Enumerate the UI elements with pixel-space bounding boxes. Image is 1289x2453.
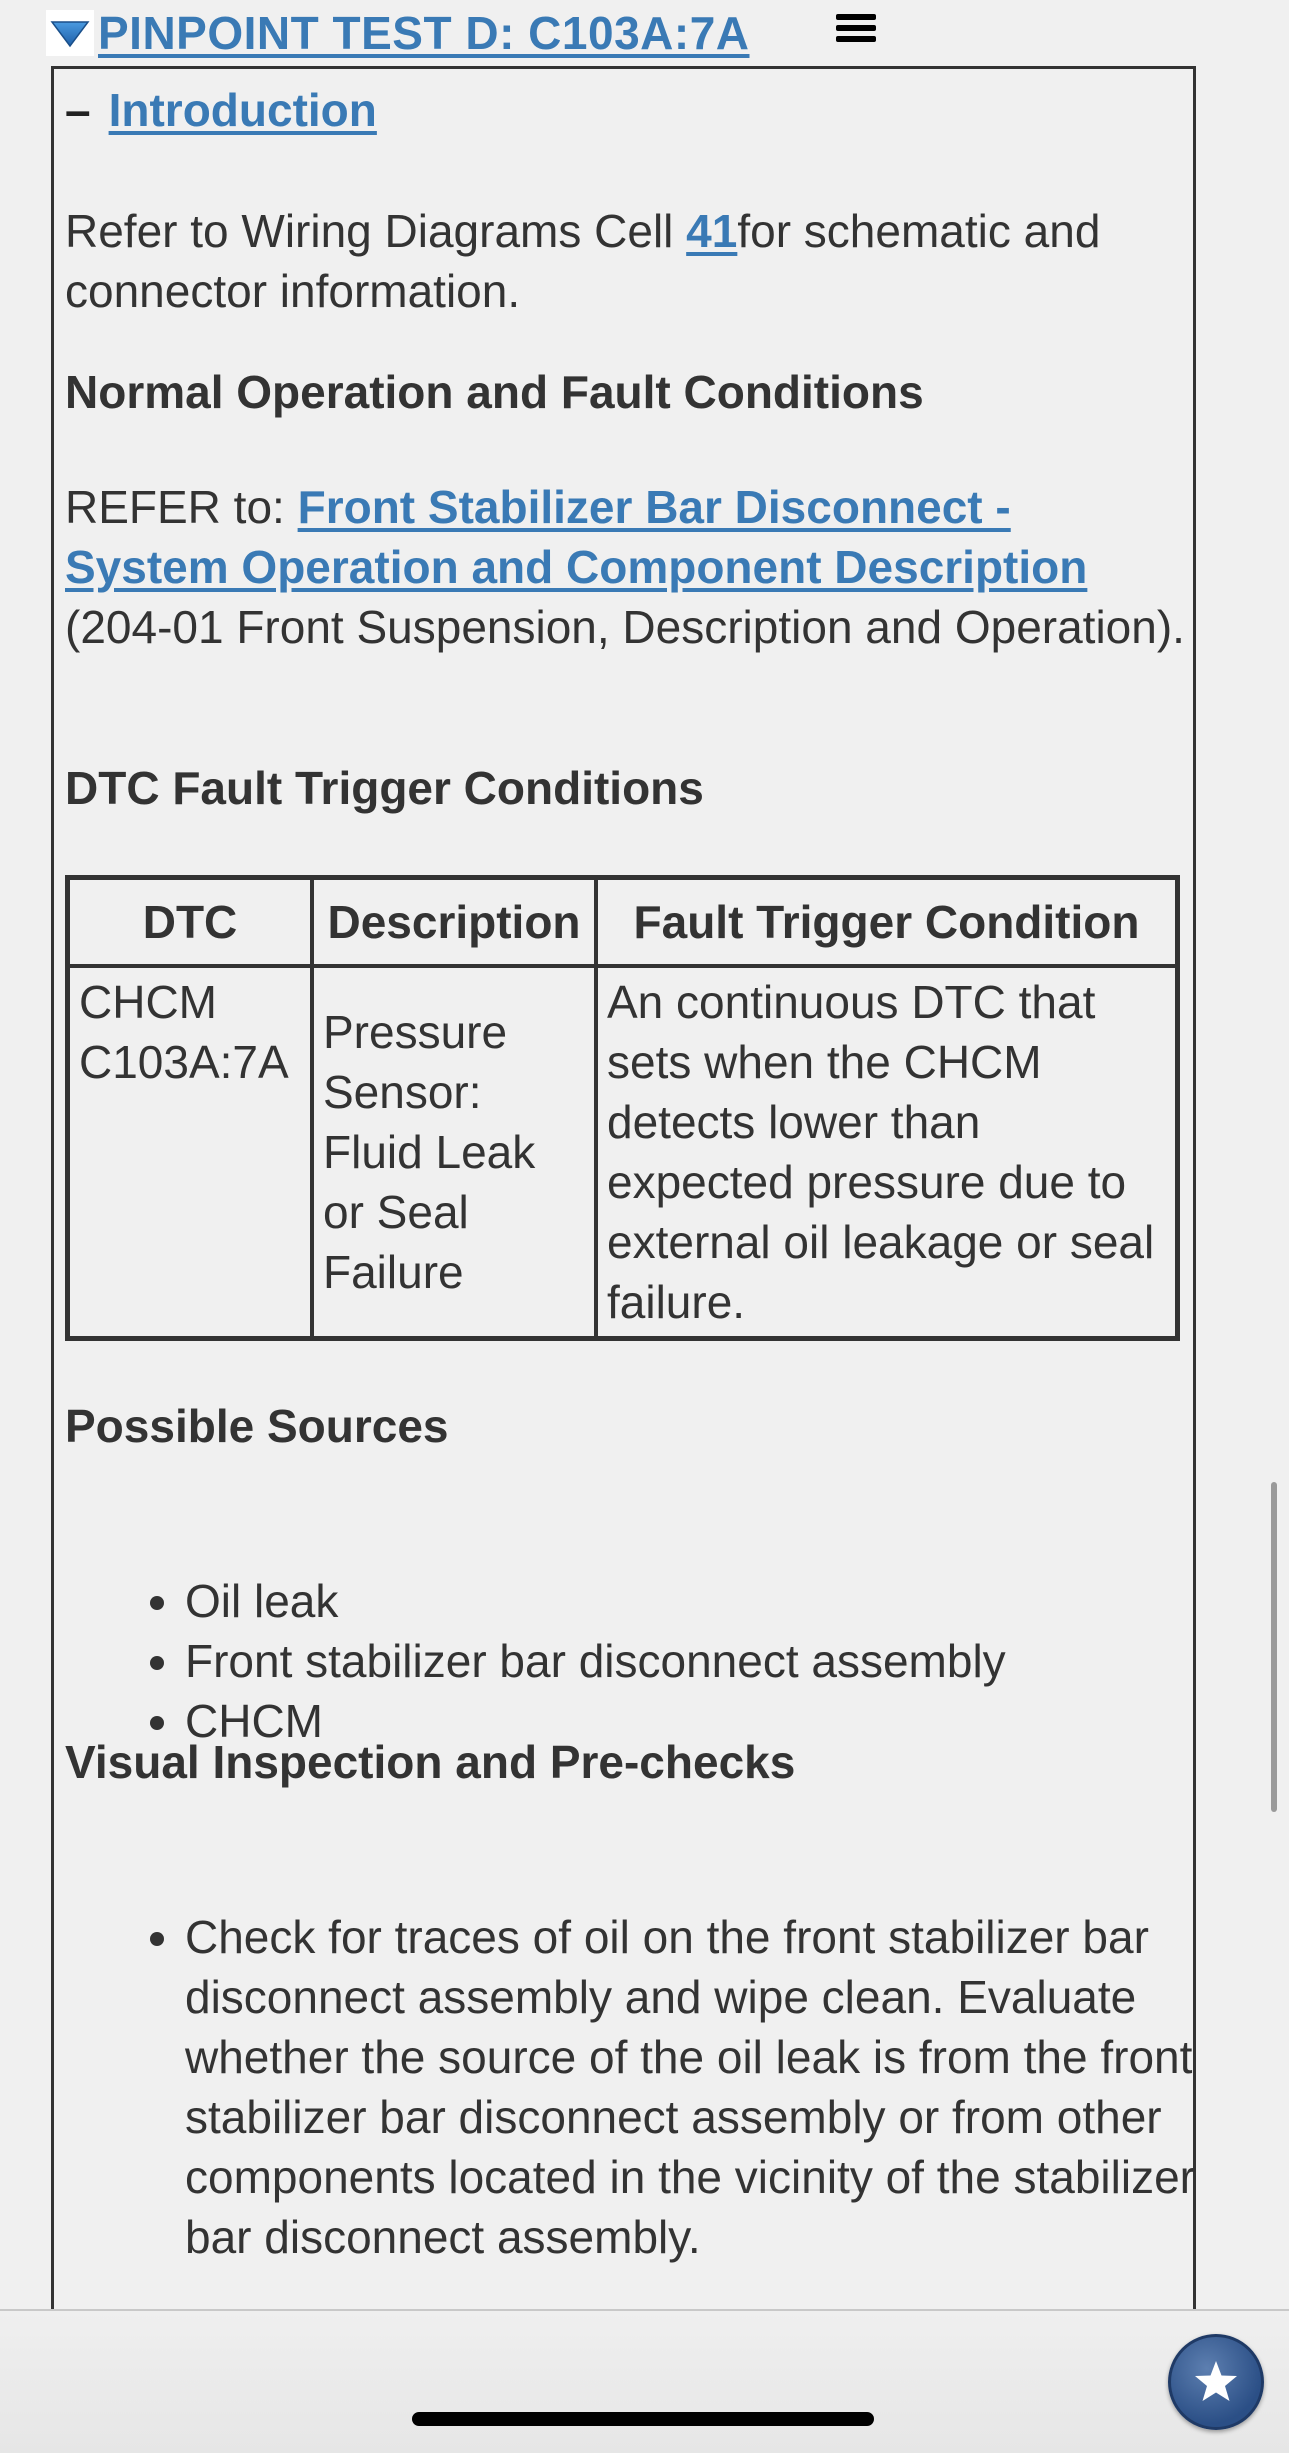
list-item: • Front stabilizer bar disconnect assembly: [185, 1631, 1185, 1691]
column-header-fault-trigger: Fault Trigger Condition: [596, 878, 1177, 966]
table-row: [68, 966, 1177, 1338]
hamburger-menu-icon[interactable]: [836, 14, 876, 46]
refer-suffix: (204-01 Front Suspension, Description and Operation).: [65, 601, 1185, 653]
wiring-suffix: for schematic and connector information.: [65, 205, 1101, 317]
possible-sources-list: [65, 1571, 1185, 1751]
wiring-prefix: Refer to Wiring Diagrams Cell: [65, 205, 687, 257]
list-item: • CHCM: [185, 1691, 1185, 1751]
favorite-button[interactable]: [1168, 2334, 1264, 2430]
dtc-table: [65, 875, 1180, 1341]
visual-inspection-list: [65, 1907, 1245, 2267]
home-indicator[interactable]: [412, 2412, 874, 2426]
normal-operation-reference: [65, 477, 1185, 657]
wiring-cell-link[interactable]: 41: [686, 205, 738, 257]
content-panel: [51, 66, 1196, 2453]
list-item: • Check for traces of oil on the front stabilizer bar disconnect assembly and wipe clean. Evaluate whether the source of the oil leak is from the front stabilizer bar disconnect assembly or from other components located in the vicinity of the stabilizer bar disconnect assembly.: [185, 1907, 1245, 2267]
system-operation-link[interactable]: Front Stabilizer Bar Disconnect - System Operation and Component Description: [65, 481, 1088, 593]
introduction-section-header[interactable]: [65, 83, 377, 137]
dtc-cell: [68, 966, 312, 1338]
dtc-fault-trigger-heading: DTC Fault Trigger Conditions: [65, 762, 704, 814]
normal-operation-heading: Normal Operation and Fault Conditions: [65, 366, 924, 418]
vertical-scrollbar[interactable]: [1271, 1482, 1277, 1812]
possible-sources-heading: Possible Sources: [65, 1400, 449, 1452]
bottom-toolbar: [0, 2309, 1289, 2453]
column-header-description: Description: [312, 878, 596, 966]
wiring-reference: [65, 201, 1185, 321]
star-icon: [1190, 2356, 1242, 2408]
fault-trigger-cell: An continuous DTC that sets when the CHCM detects lower than expected pressure due to external oil leakage or seal failure.: [596, 966, 1177, 1338]
description-cell: Pressure Sensor: Fluid Leak or Seal Failure: [312, 966, 596, 1338]
column-header-dtc: DTC: [68, 878, 312, 966]
list-item: • Oil leak: [185, 1571, 1185, 1631]
introduction-link[interactable]: Introduction: [108, 84, 377, 136]
dtc-module: CHCM: [79, 976, 217, 1028]
collapse-toggle[interactable]: –: [65, 84, 91, 136]
refer-prefix: REFER to:: [65, 481, 298, 533]
pinpoint-test-header[interactable]: [46, 0, 750, 66]
visual-inspection-heading: Visual Inspection and Pre-checks: [65, 1736, 796, 1788]
triangle-down-icon[interactable]: [46, 10, 94, 56]
dtc-code: C103A:7A: [79, 1036, 289, 1088]
table-header-row: [68, 878, 1177, 966]
pinpoint-test-title[interactable]: PINPOINT TEST D: C103A:7A: [98, 7, 750, 59]
